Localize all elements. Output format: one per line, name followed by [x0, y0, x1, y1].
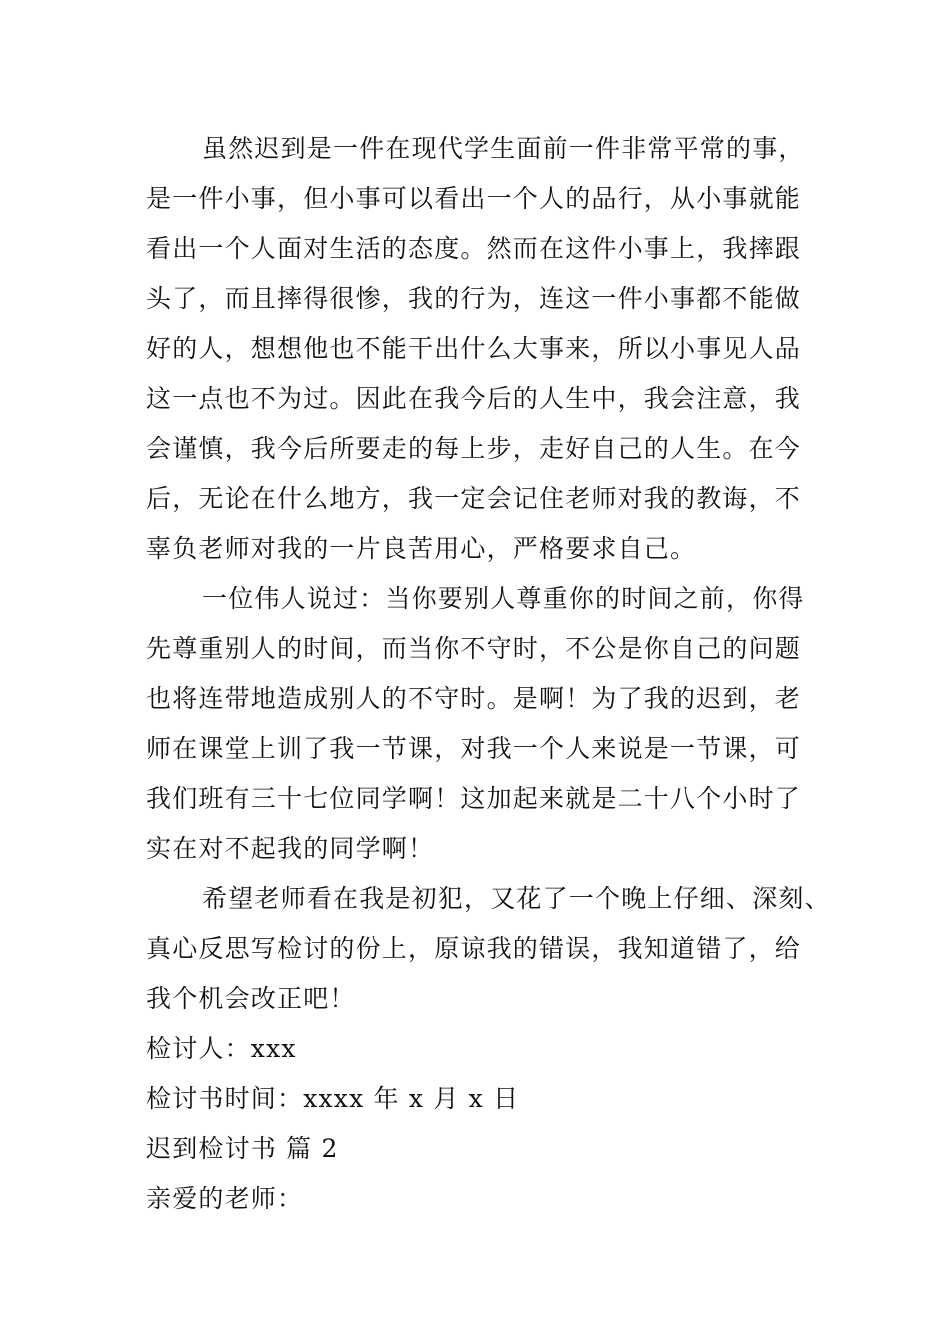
- text-line: 好的人，想想他也不能干出什么大事来，所以小事见人品: [146, 334, 802, 363]
- paragraph-2: [146, 574, 806, 874]
- paragraph-1: [146, 124, 806, 574]
- paragraph-3: [146, 874, 831, 1024]
- text-line: 我们班有三十七位同学啊！这加起来就是二十八个小时了: [146, 784, 802, 813]
- text-line: 头了，而且摔得很惨，我的行为，连这一件小事都不能做: [146, 284, 802, 313]
- document-body: [146, 124, 831, 1224]
- text-line: 实在对不起我的同学啊！: [146, 834, 435, 863]
- date-line: 检讨书时间：xxxx 年 x 月 x 日: [146, 1084, 520, 1113]
- signature-line: 检讨人：xxx: [146, 1034, 297, 1063]
- greeting-line: 亲爱的老师：: [146, 1184, 304, 1213]
- text-line: 辜负老师对我的一片良苦用心，严格要求自己。: [146, 534, 697, 563]
- section-title: 迟到检讨书 篇 2: [146, 1134, 339, 1163]
- text-line: 真心反思写检讨的份上，原谅我的错误，我知道错了，给: [146, 934, 802, 963]
- text-line: 会谨慎，我今后所要走的每上步，走好自己的人生。在今: [146, 434, 802, 463]
- text-line: 也将连带地造成别人的不守时。是啊！为了我的迟到，老: [146, 684, 802, 713]
- text-line: 看出一个人面对生活的态度。然而在这件小事上，我摔跟: [146, 234, 802, 263]
- text-line: 一位伟人说过：当你要别人尊重你的时间之前，你得: [202, 584, 805, 613]
- text-line: 这一点也不为过。因此在我今后的人生中，我会注意，我: [146, 384, 802, 413]
- text-line: 后，无论在什么地方，我一定会记住老师对我的教诲，不: [146, 484, 802, 513]
- text-line: 希望老师看在我是初犯，又花了一个晚上仔细、深刻、: [202, 884, 831, 913]
- text-line: 师在课堂上训了我一节课，对我一个人来说是一节课，可: [146, 734, 802, 763]
- text-line: 虽然迟到是一件在现代学生面前一件非常平常的事，: [202, 134, 805, 163]
- text-line: 先尊重别人的时间，而当你不守时，不公是你自己的问题: [146, 634, 802, 663]
- text-line: 我个机会改正吧！: [146, 984, 356, 1013]
- text-line: 是一件小事，但小事可以看出一个人的品行，从小事就能: [146, 184, 802, 213]
